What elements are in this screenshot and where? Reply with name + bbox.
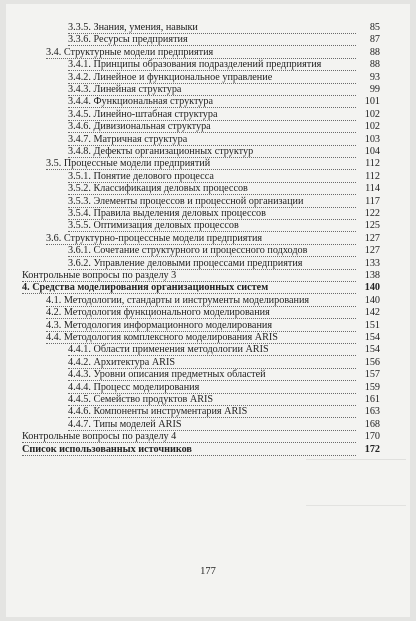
toc-entry: [6, 245, 410, 257]
toc-entry: [6, 258, 410, 270]
toc-entry-page: 114: [365, 183, 380, 195]
toc-entry-title-text: 3.5. Процессные модели предприятий: [46, 158, 211, 170]
toc-entry: [6, 406, 410, 418]
toc-entry-page: 170: [364, 431, 380, 443]
toc-entry-title: [68, 171, 356, 183]
toc-entry-page: 88: [369, 46, 380, 58]
toc-entry-page: 154: [364, 332, 380, 343]
toc-entry-title-text: 4.2. Методология функционального моделирования: [46, 307, 270, 319]
toc-entry-title: [68, 59, 356, 71]
toc-entry-page: 104: [364, 146, 380, 157]
toc-entry-page: 163: [364, 406, 380, 418]
toc-entry-page: 156: [364, 356, 380, 368]
toc-entry-title-text: 3.5.1. Понятие делового процесса: [68, 170, 214, 182]
toc-entry-page: 103: [364, 133, 380, 145]
toc-entry-title-text: 3.5.5. Оптимизация деловых процессов: [68, 220, 239, 232]
toc-entry-page: 172: [364, 443, 380, 455]
toc-entry-page: 151: [364, 319, 380, 331]
toc-entry-page: 138: [364, 270, 380, 281]
toc-entry: [6, 233, 410, 245]
toc-entry-title: [68, 382, 356, 394]
toc-entry-title-text: 4. Средства моделирования организационных систем: [22, 282, 269, 294]
toc-entry-title: [68, 96, 356, 108]
toc-entry-title-text: 4.4. Методология комплексного моделирования ARIS: [46, 332, 278, 343]
toc-entry-title-text: 3.4.7. Матричная структура: [68, 133, 188, 145]
toc-entry-title: [22, 270, 356, 282]
toc-entry: [6, 96, 410, 108]
toc-entry-title: [68, 258, 356, 270]
toc-entry-title-text: 3.6.2. Управление деловыми процессами предприятия: [68, 257, 303, 269]
toc-entry-title-text: 3.3.6. Ресурсы предприятия: [68, 34, 188, 46]
toc-entry-page: 101: [364, 96, 380, 108]
toc-entry-title-text: 3.5.4. Правила выделения деловых процессов: [68, 208, 266, 219]
toc-entry: [6, 357, 410, 369]
toc-entry-title: [68, 369, 356, 381]
toc-entry-page: 122: [364, 208, 380, 219]
toc-entry: [6, 282, 410, 294]
toc-entry: [6, 419, 410, 431]
toc-entry: [6, 196, 410, 208]
toc-entry-page: 112: [365, 158, 380, 170]
toc-entry-title-text: 3.4. Структурные модели предприятия: [46, 46, 214, 58]
toc-entry-title-text: 3.4.6. Дивизиональная структура: [68, 121, 211, 133]
toc-entry-title: [68, 72, 356, 84]
toc-entry-page: 102: [364, 121, 380, 133]
toc-entry-title: [68, 146, 356, 158]
toc-entry-title: [68, 22, 356, 34]
toc-entry-title: [46, 47, 356, 59]
toc-entry-page: 117: [365, 195, 380, 207]
toc-entry-title-text: 4.1. Методологии, стандарты и инструменты моделирования: [46, 294, 310, 306]
toc-entry-title: [68, 109, 356, 121]
toc-entry-title-text: 3.6.1. Сочетание структурного и процессного подходов: [68, 245, 308, 257]
toc-entry-title: [46, 233, 356, 245]
toc-entry-page: 99: [369, 84, 380, 95]
toc-entry: [6, 59, 410, 71]
toc-entry-title-text: 3.3.5. Знания, умения, навыки: [68, 22, 198, 33]
toc-entry-title: [68, 220, 356, 232]
toc-entry-title-text: 3.6. Структурно-процессные модели предприятия: [46, 232, 263, 244]
toc-entry: [6, 72, 410, 84]
toc-entry-title-text: Список использованных источников: [22, 443, 192, 455]
toc-entry: [6, 34, 410, 46]
toc-entry: [6, 171, 410, 183]
toc-entry-page: 127: [364, 232, 380, 244]
table-of-contents: [6, 4, 410, 474]
toc-entry: [6, 270, 410, 282]
toc-entry-title: [68, 121, 356, 133]
toc-entry: [6, 121, 410, 133]
toc-entry-title: [68, 34, 356, 46]
toc-entry-title: [68, 245, 356, 257]
toc-entry-title: [68, 419, 356, 431]
toc-entry-title: [68, 406, 356, 418]
toc-entry-page: 140: [364, 294, 380, 306]
toc-entry: [6, 344, 410, 356]
toc-entry-title-text: 3.5.2. Классификация деловых процессов: [68, 183, 248, 195]
toc-entry: [6, 382, 410, 394]
toc-entry-page: 142: [364, 307, 380, 319]
toc-entry-title-text: 4.4.5. Семейство продуктов ARIS: [68, 394, 214, 405]
toc-entry-title: [46, 307, 356, 319]
toc-entry: [6, 307, 410, 319]
toc-entry-page: 157: [364, 369, 380, 381]
toc-entry-page: 127: [364, 245, 380, 257]
toc-entry-title: [68, 183, 356, 195]
toc-entry-title: [22, 444, 356, 456]
page-number: 177: [200, 566, 216, 577]
toc-entry-title-text: Контрольные вопросы по разделу 3: [22, 270, 177, 281]
toc-entry-title-text: 3.5.3. Элементы процессов и процессной организации: [68, 195, 304, 207]
toc-entry-title: [68, 196, 356, 208]
toc-entry: [6, 332, 410, 344]
toc-entry-title: [46, 158, 356, 170]
toc-entry-page: 102: [364, 108, 380, 120]
toc-entry-title-text: 4.4.7. Типы моделей ARIS: [68, 418, 182, 430]
toc-entry-title-text: 4.4.6. Компоненты инструментария ARIS: [68, 406, 248, 418]
toc-entry-title-text: 4.4.1. Области применения методологии ARIS: [68, 344, 269, 356]
toc-entry-title: [68, 84, 356, 96]
toc-entry-title-text: 3.4.3. Линейная структура: [68, 84, 182, 95]
toc-entry-page: 168: [364, 418, 380, 430]
toc-entry: [6, 84, 410, 96]
toc-entry-title-text: 4.4.2. Архитектура ARIS: [68, 356, 176, 368]
toc-entry: [6, 146, 410, 158]
toc-entry-title-text: 3.4.2. Линейное и функциональное управление: [68, 71, 273, 83]
toc-entry-title-text: Контрольные вопросы по разделу 4: [22, 431, 177, 443]
toc-entry: [6, 295, 410, 307]
toc-entry-page: 161: [364, 394, 380, 405]
toc-entry: [6, 431, 410, 443]
toc-entry: [6, 158, 410, 170]
toc-entry: [6, 394, 410, 406]
toc-entry-title-text: 3.4.8. Дефекты организационных структур: [68, 146, 254, 157]
toc-entry-page: 133: [364, 257, 380, 269]
toc-entry: [6, 183, 410, 195]
toc-entry-title-text: 3.4.5. Линейно-штабная структура: [68, 108, 218, 120]
toc-entry-title-text: 3.4.1. Принципы образования подразделений предприятия: [68, 59, 322, 71]
toc-entry-title: [68, 394, 356, 406]
toc-entry-page: 93: [369, 71, 380, 83]
toc-entry-page: 85: [369, 22, 380, 33]
toc-entry-page: 125: [364, 220, 380, 232]
toc-entry-title-text: 3.4.4. Функциональная структура: [68, 96, 214, 108]
toc-entry: [6, 208, 410, 220]
toc-entry: [6, 109, 410, 121]
toc-entry-title: [46, 320, 356, 332]
toc-entry: [6, 134, 410, 146]
toc-entry-title: [22, 282, 356, 294]
toc-entry-page: 159: [364, 381, 380, 393]
book-page: [6, 4, 410, 617]
toc-entry-page: 88: [369, 59, 380, 71]
toc-entry-title: [46, 332, 356, 344]
toc-entry-title-text: 4.3. Методология информационного моделирования: [46, 319, 273, 331]
toc-entry-title: [46, 295, 356, 307]
toc-entry: [6, 22, 410, 34]
toc-entry: [6, 369, 410, 381]
toc-entry-page: 112: [365, 170, 380, 182]
toc-entry-page: 87: [369, 34, 380, 46]
toc-entry: [6, 47, 410, 59]
toc-entry: [6, 220, 410, 232]
toc-entry-title: [68, 344, 356, 356]
toc-entry-title-text: 4.4.3. Уровни описания предметных областей: [68, 369, 266, 381]
toc-entry: [6, 444, 410, 456]
toc-entry-page: 140: [364, 282, 380, 294]
toc-entry-title: [68, 357, 356, 369]
toc-entry-page: 154: [364, 344, 380, 356]
toc-entry-title: [68, 134, 356, 146]
toc-entry-title-text: 4.4.4. Процесс моделирования: [68, 381, 200, 393]
toc-entry-title: [22, 431, 356, 443]
toc-entry: [6, 320, 410, 332]
toc-entry-title: [68, 208, 356, 220]
